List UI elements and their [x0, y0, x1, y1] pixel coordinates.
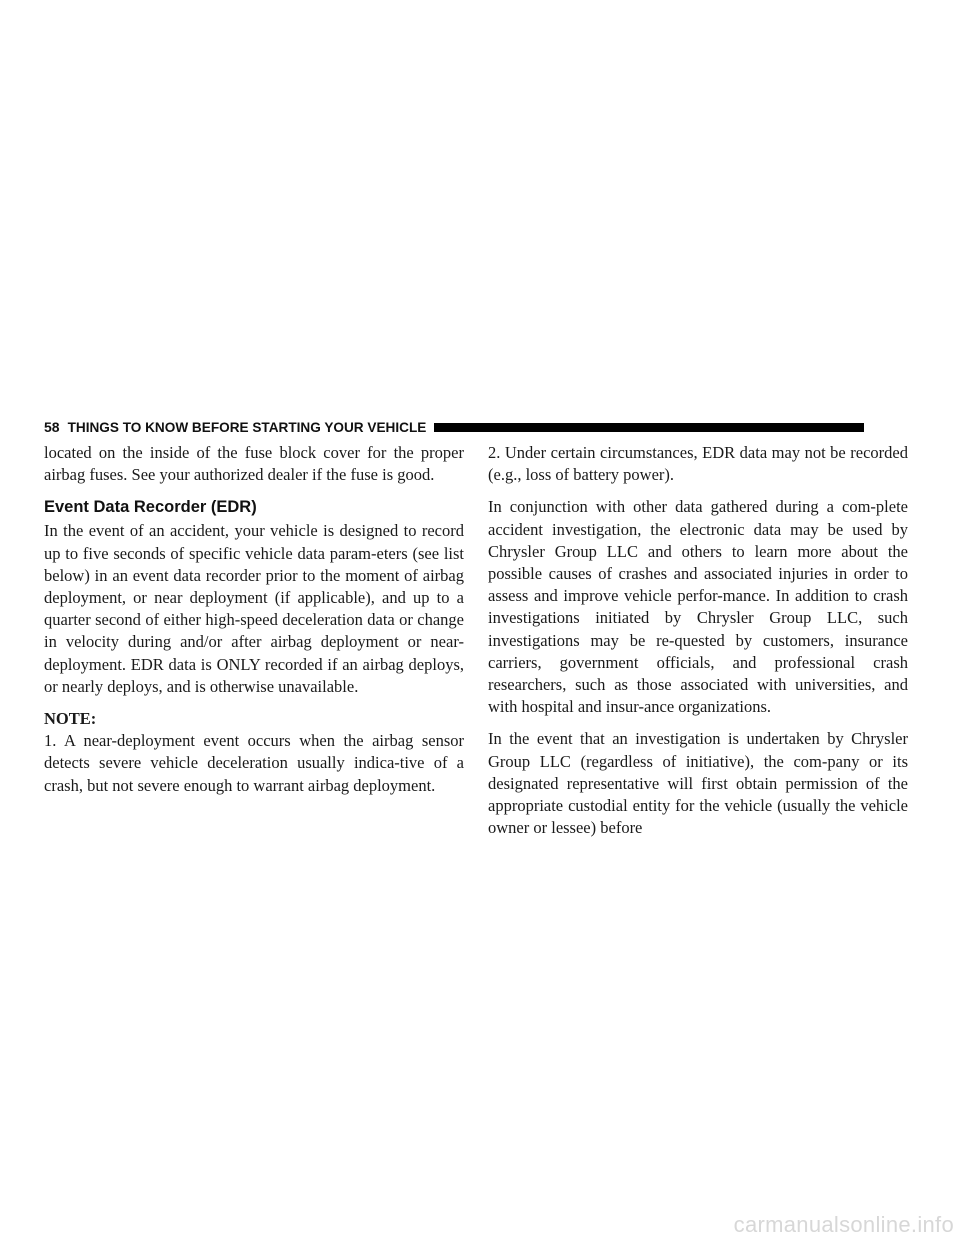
left-column	[44, 442, 464, 807]
edr-paragraph: In the event of an accident, your vehicle is designed to record up to five seconds of specific vehicle data param-eters (see list below) in an event data recorder prior to the moment of airbag deployment, or near deployment (if applicable), and up to a quarter second of either high-speed deceleration data or change in velocity during and/or after airbag deployment or near-deployment. EDR data is ONLY recorded if an airbag deploys, or nearly deploys, and is otherwise unavailable.	[44, 521, 464, 696]
edr-heading: Event Data Recorder (EDR)	[44, 498, 257, 517]
page-header	[44, 418, 864, 436]
watermark-text: carmanualsonline.info	[733, 1212, 954, 1237]
header-rule	[434, 423, 864, 432]
page-number: 58	[44, 419, 60, 435]
intro-paragraph: located on the inside of the fuse block cover for the proper airbag fuses. See your authorized dealer if the fuse is good.	[44, 443, 464, 485]
note-item-2: 2. Under certain circumstances, EDR data may not be recorded (e.g., loss of battery power).	[488, 443, 908, 485]
note-item-1: 1. A near-deployment event occurs when the airbag sensor detects severe vehicle deceleration usually indica-tive of a crash, but not severe enough to warrant airbag deployment.	[44, 731, 464, 795]
permission-paragraph: In the event that an investigation is undertaken by Chrysler Group LLC (regardless of initiative), the com-pany or its designated representative will first obtain permission of the appropriate custodial entity for the vehicle (usually the vehicle owner or lessee) before	[488, 729, 908, 838]
note-label: NOTE:	[44, 709, 97, 729]
right-column	[488, 442, 908, 849]
investigation-paragraph: In conjunction with other data gathered during a com-plete accident investigation, the electronic data may be used by Chrysler Group LLC and others to learn more about the possible causes of crashes and associated injuries in order to assess and improve vehicle perfor-mance. In addition to crash investigations initiated by Chrysler Group LLC, such investigations may be re-quested by customers, insurance carriers, government officials, and professional crash researchers, such as those associated with universities, and with hospital and insur-ance organizations.	[488, 497, 908, 717]
section-title: THINGS TO KNOW BEFORE STARTING YOUR VEHICLE	[67, 419, 427, 435]
